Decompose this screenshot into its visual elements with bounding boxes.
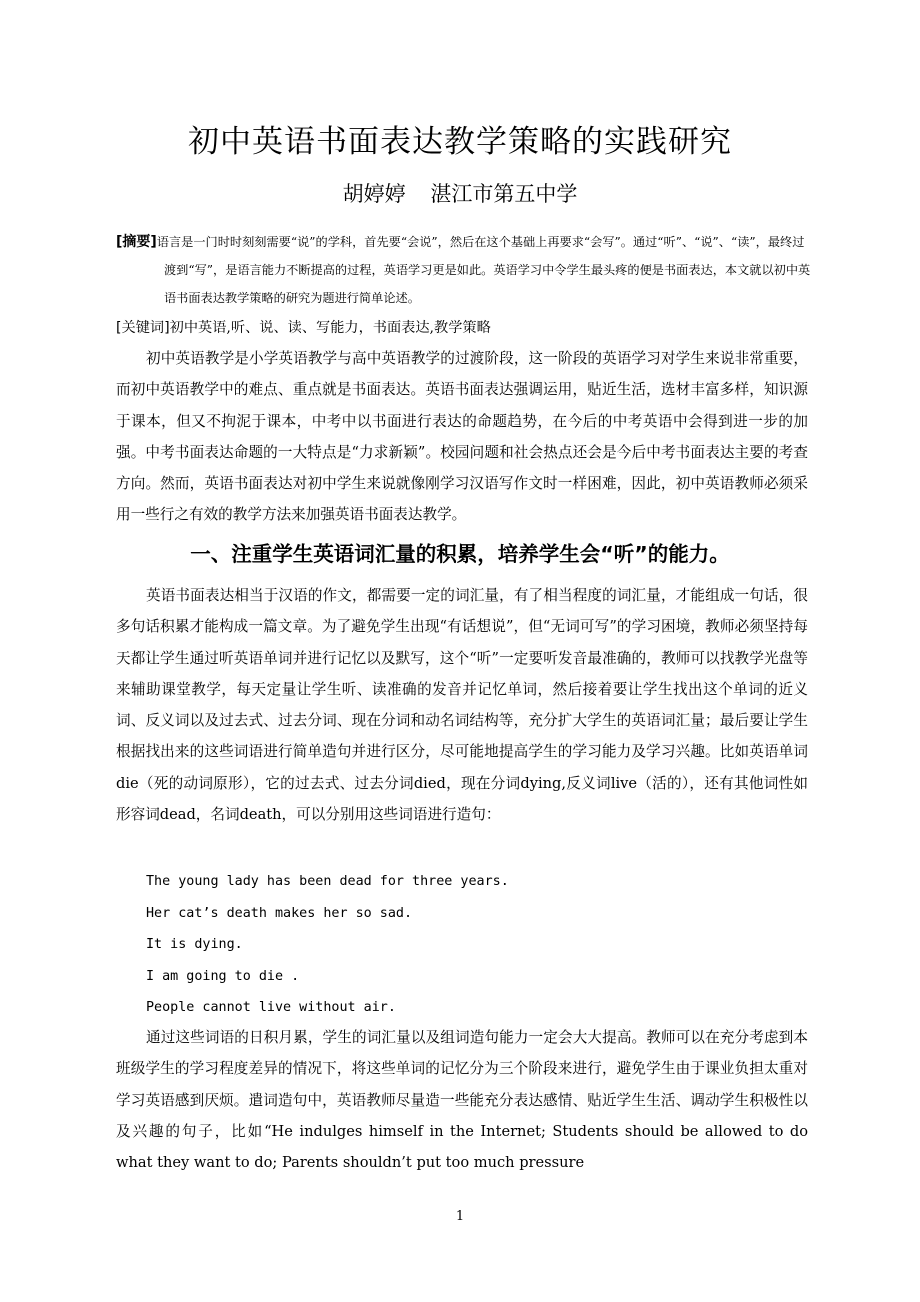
example-sentence: I am going to die .: [146, 968, 300, 984]
author-name: 胡婷婷: [342, 182, 406, 206]
section1-paragraph: 英语书面表达相当于汉语的作文，都需要一定的词汇量，有了相当程度的词汇量，才能组成一句话，很多句话积累才能构成一篇文章。为了避免学生出现“有话想说”，但“无词可写”的学习困境，教师必须坚持每天都让学生通过听英语单词并进行记忆以及默写，这个“听”一定要听发音最准确的，教师可以找教学光盘等来辅助课堂教学，每天定量让学生听、读准确的发音并记忆单词，然后接着要让学生找出这个单词的近义词、反义词以及过去式、过去分词、现在分词和动名词结构等，充分扩大学生的英语词汇量；最后要让学生根据找出来的这些词语进行简单造句并进行区分，尽可能地提高学生的学习能力及学习兴趣。比如英语单词die（死的动词原形），它的过去式、过去分词died，现在分词dying,反义词live（活的），还有其他词性如形容词dead，名词death，可以分别用这些词语进行造句：: [116, 587, 808, 824]
section1-paragraph-2: 通过这些词语的日积月累，学生的词汇量以及组词造句能力一定会大大提高。教师可以在充分考虑到本班级学生的学习程度差异的情况下，将这些单词的记忆分为三个阶段来进行，避免学生由于课业负担太重对学习英语感到厌烦。遣词造句中，英语教师尽量造一些能充分表达感情、贴近学生生活、调动学生积极性以及兴趣的句子，比如“He indulges himself in the Internet; Students should be allowed to do what they want to do; Parents shouldn’t put too much pressure: [116, 1029, 808, 1172]
example-sentences: [146, 866, 806, 1024]
section1-body-continued: [116, 1022, 808, 1178]
intro-section: [116, 343, 808, 531]
keywords-label: [关键词]: [116, 320, 170, 336]
section-heading: 一、注重学生英语词汇量的积累，培养学生会“听”的能力。: [190, 542, 730, 566]
section1-body: [116, 580, 808, 830]
document-title: 初中英语书面表达教学策略的实践研究: [188, 124, 732, 160]
keywords: [116, 317, 816, 337]
author-affiliation: 湛江市第五中学: [430, 182, 578, 206]
intro-paragraph: 初中英语教学是小学英语教学与高中英语教学的过渡阶段，这一阶段的英语学习对学生来说非常重要，而初中英语教学中的难点、重点就是书面表达。英语书面表达强调运用，贴近生活，选材丰富多样，知识源于课本，但又不拘泥于课本，中考中以书面进行表达的命题趋势，在今后的中考英语中会得到进一步的加强。中考书面表达命题的一大特点是“力求新颖”。校园问题和社会热点还会是今后中考书面表达主要的考查方向。然而，英语书面表达对初中学生来说就像刚学习汉语写作文时一样困难，因此，初中英语教师必须采用一些行之有效的教学方法来加强英语书面表达教学。: [116, 350, 808, 524]
abstract-text: 语言是一门时时刻刻需要“说”的学科，首先要“会说”，然后在这个基础上再要求“会写”。通过“听”、“说”、“读”，最终过渡到“写”，是语言能力不断提高的过程，英语学习更是如此。英语学习中令学生最头疼的便是书面表达，本文就以初中英语书面表达教学策略的研究为题进行简单论述。: [156, 235, 811, 305]
author-line: [0, 178, 920, 208]
example-sentence: Her cat’s death makes her so sad.: [146, 905, 413, 921]
abstract-label: [摘要]: [116, 234, 157, 250]
keywords-text: 初中英语,听、说、读、写能力，书面表达,教学策略: [169, 320, 491, 336]
example-sentence: People cannot live without air.: [146, 1000, 396, 1015]
page-number: 1: [455, 1209, 465, 1224]
example-sentence: The young lady has been dead for three years.: [146, 874, 509, 889]
abstract: [116, 228, 816, 312]
example-sentence: It is dying.: [146, 937, 243, 952]
